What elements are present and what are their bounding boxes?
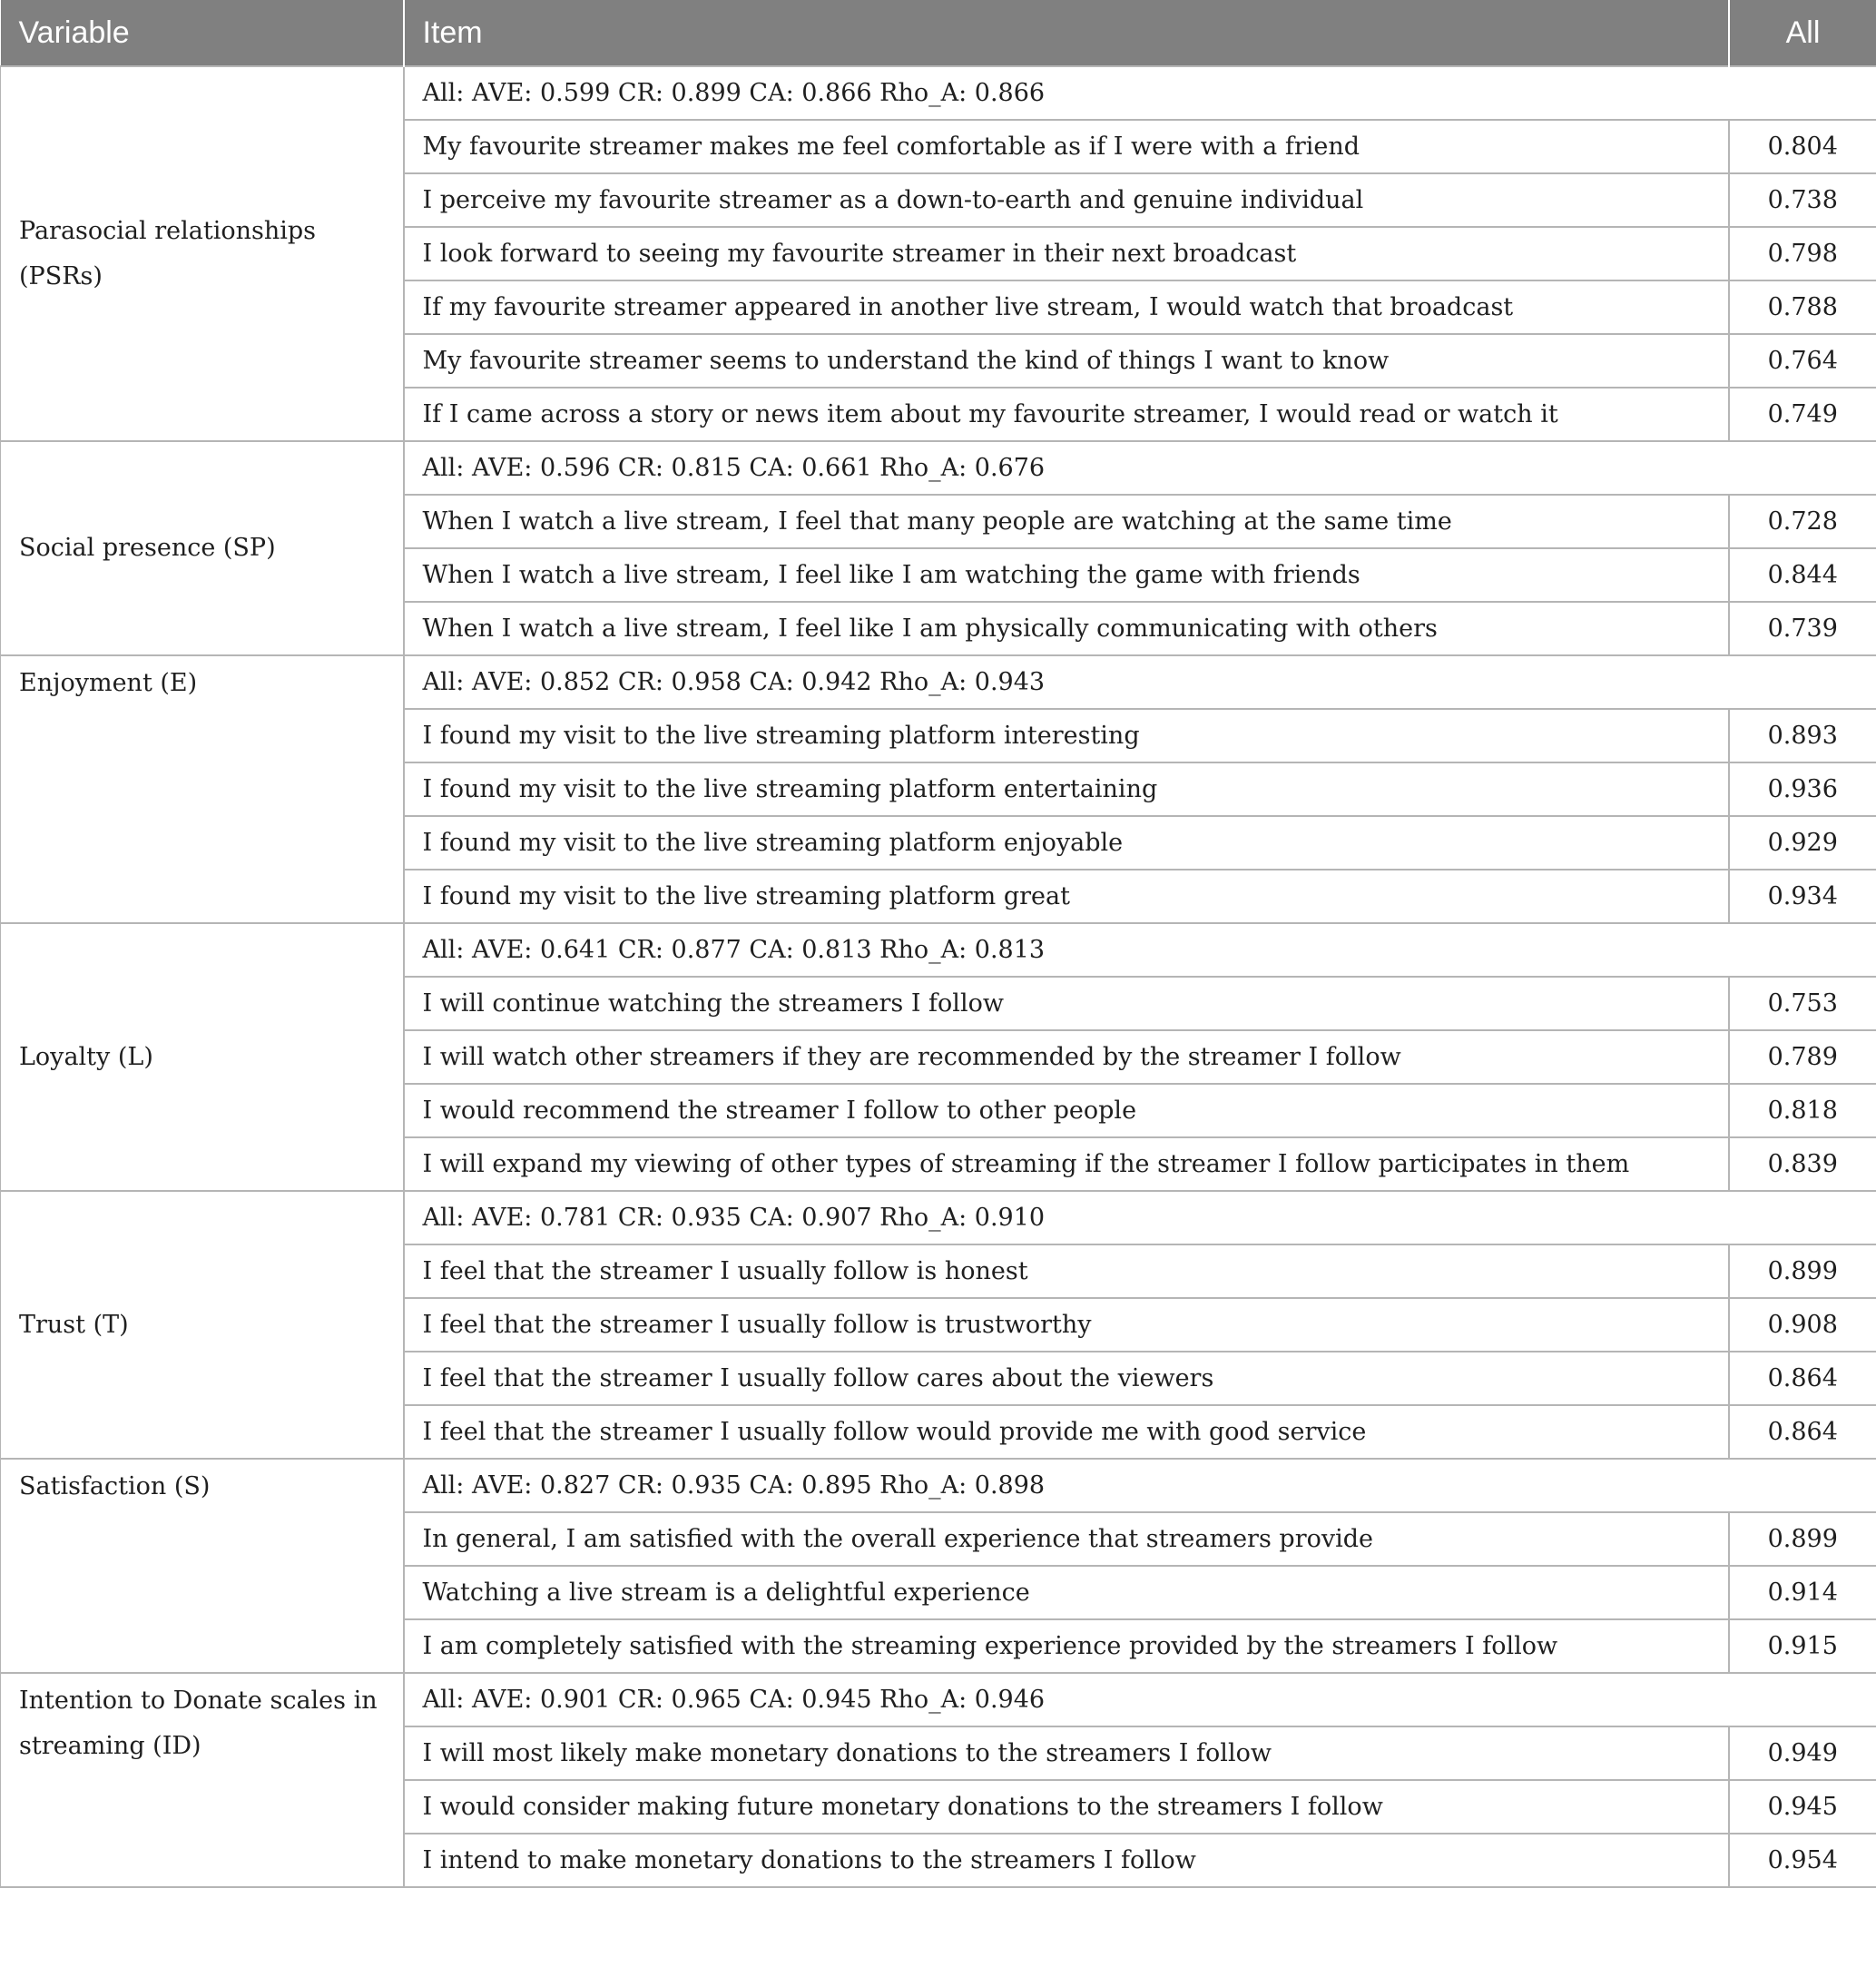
group-stats-row bbox=[1, 1191, 1876, 1244]
loading-value-cell: 0.804 bbox=[1729, 120, 1876, 173]
item-text-cell: I feel that the streamer I usually follow is trustworthy bbox=[404, 1298, 1729, 1352]
loading-value-cell: 0.934 bbox=[1729, 870, 1876, 923]
item-text-cell: I am completely satisfied with the streaming experience provided by the streamers I follow bbox=[404, 1619, 1729, 1673]
header-all: All bbox=[1729, 0, 1876, 66]
item-text-cell: I feel that the streamer I usually follow is honest bbox=[404, 1244, 1729, 1298]
item-text-cell: When I watch a live stream, I feel like I am physically communicating with others bbox=[404, 602, 1729, 655]
loading-value-cell: 0.864 bbox=[1729, 1352, 1876, 1405]
group-stats-row bbox=[1, 441, 1876, 495]
item-text-cell: I will most likely make monetary donations to the streamers I follow bbox=[404, 1726, 1729, 1780]
loading-value-cell: 0.753 bbox=[1729, 977, 1876, 1030]
group-stats-cell: All: AVE: 0.827 CR: 0.935 CA: 0.895 Rho_A: 0.898 bbox=[404, 1459, 1876, 1512]
loading-value-cell: 0.893 bbox=[1729, 709, 1876, 762]
loading-value-cell: 0.899 bbox=[1729, 1512, 1876, 1566]
group-stats-cell: All: AVE: 0.641 CR: 0.877 CA: 0.813 Rho_A: 0.813 bbox=[404, 923, 1876, 977]
variable-cell: Satisfaction (S) bbox=[1, 1459, 404, 1673]
header-variable: Variable bbox=[1, 0, 404, 66]
loading-value-cell: 0.954 bbox=[1729, 1834, 1876, 1887]
group-stats-row bbox=[1, 1673, 1876, 1726]
group-stats-row bbox=[1, 655, 1876, 709]
loading-value-cell: 0.839 bbox=[1729, 1137, 1876, 1191]
variable-cell: Social presence (SP) bbox=[1, 441, 404, 655]
variable-cell: Loyalty (L) bbox=[1, 923, 404, 1191]
group-stats-cell: All: AVE: 0.852 CR: 0.958 CA: 0.942 Rho_A: 0.943 bbox=[404, 655, 1876, 709]
variable-cell: Parasocial relationships (PSRs) bbox=[1, 66, 404, 441]
group-stats-cell: All: AVE: 0.599 CR: 0.899 CA: 0.866 Rho_A: 0.866 bbox=[404, 66, 1876, 120]
group-stats-row bbox=[1, 1459, 1876, 1512]
item-text-cell: I found my visit to the live streaming platform entertaining bbox=[404, 762, 1729, 816]
loading-value-cell: 0.899 bbox=[1729, 1244, 1876, 1298]
table-header bbox=[1, 0, 1876, 66]
item-text-cell: I would consider making future monetary donations to the streamers I follow bbox=[404, 1780, 1729, 1834]
item-text-cell: In general, I am satisfied with the overall experience that streamers provide bbox=[404, 1512, 1729, 1566]
loading-value-cell: 0.818 bbox=[1729, 1084, 1876, 1137]
item-text-cell: I feel that the streamer I usually follow would provide me with good service bbox=[404, 1405, 1729, 1459]
loading-value-cell: 0.739 bbox=[1729, 602, 1876, 655]
item-text-cell: If I came across a story or news item about my favourite streamer, I would read or watch it bbox=[404, 388, 1729, 441]
item-text-cell: I perceive my favourite streamer as a down-to-earth and genuine individual bbox=[404, 173, 1729, 227]
loading-value-cell: 0.844 bbox=[1729, 548, 1876, 602]
item-text-cell: Watching a live stream is a delightful experience bbox=[404, 1566, 1729, 1619]
group-stats-cell: All: AVE: 0.781 CR: 0.935 CA: 0.907 Rho_A: 0.910 bbox=[404, 1191, 1876, 1244]
item-text-cell: I intend to make monetary donations to the streamers I follow bbox=[404, 1834, 1729, 1887]
variable-cell: Enjoyment (E) bbox=[1, 655, 404, 923]
loading-value-cell: 0.749 bbox=[1729, 388, 1876, 441]
item-text-cell: When I watch a live stream, I feel like I am watching the game with friends bbox=[404, 548, 1729, 602]
loading-value-cell: 0.936 bbox=[1729, 762, 1876, 816]
loading-value-cell: 0.864 bbox=[1729, 1405, 1876, 1459]
group-stats-row bbox=[1, 923, 1876, 977]
group-stats-cell: All: AVE: 0.596 CR: 0.815 CA: 0.661 Rho_A: 0.676 bbox=[404, 441, 1876, 495]
group-stats-row bbox=[1, 66, 1876, 120]
loading-value-cell: 0.764 bbox=[1729, 334, 1876, 388]
item-text-cell: My favourite streamer makes me feel comfortable as if I were with a friend bbox=[404, 120, 1729, 173]
item-text-cell: I feel that the streamer I usually follow cares about the viewers bbox=[404, 1352, 1729, 1405]
item-text-cell: I will continue watching the streamers I follow bbox=[404, 977, 1729, 1030]
item-text-cell: I look forward to seeing my favourite streamer in their next broadcast bbox=[404, 227, 1729, 280]
loading-value-cell: 0.788 bbox=[1729, 280, 1876, 334]
group-stats-cell: All: AVE: 0.901 CR: 0.965 CA: 0.945 Rho_A: 0.946 bbox=[404, 1673, 1876, 1726]
loading-value-cell: 0.929 bbox=[1729, 816, 1876, 870]
header-row bbox=[1, 0, 1876, 66]
header-item: Item bbox=[404, 0, 1729, 66]
item-text-cell: I found my visit to the live streaming platform enjoyable bbox=[404, 816, 1729, 870]
item-text-cell: My favourite streamer seems to understand the kind of things I want to know bbox=[404, 334, 1729, 388]
loading-value-cell: 0.738 bbox=[1729, 173, 1876, 227]
loading-value-cell: 0.915 bbox=[1729, 1619, 1876, 1673]
loading-value-cell: 0.798 bbox=[1729, 227, 1876, 280]
item-text-cell: I will expand my viewing of other types of streaming if the streamer I follow participates in them bbox=[404, 1137, 1729, 1191]
variable-cell: Trust (T) bbox=[1, 1191, 404, 1459]
table-body bbox=[1, 66, 1876, 1887]
item-text-cell: If my favourite streamer appeared in another live stream, I would watch that broadcast bbox=[404, 280, 1729, 334]
item-text-cell: I would recommend the streamer I follow to other people bbox=[404, 1084, 1729, 1137]
loading-value-cell: 0.945 bbox=[1729, 1780, 1876, 1834]
loading-value-cell: 0.949 bbox=[1729, 1726, 1876, 1780]
item-text-cell: I found my visit to the live streaming platform interesting bbox=[404, 709, 1729, 762]
loading-value-cell: 0.728 bbox=[1729, 495, 1876, 548]
item-text-cell: When I watch a live stream, I feel that many people are watching at the same time bbox=[404, 495, 1729, 548]
loading-value-cell: 0.908 bbox=[1729, 1298, 1876, 1352]
loading-value-cell: 0.914 bbox=[1729, 1566, 1876, 1619]
item-text-cell: I found my visit to the live streaming platform great bbox=[404, 870, 1729, 923]
variable-cell: Intention to Donate scales in streaming (ID) bbox=[1, 1673, 404, 1887]
loading-value-cell: 0.789 bbox=[1729, 1030, 1876, 1084]
item-text-cell: I will watch other streamers if they are recommended by the streamer I follow bbox=[404, 1030, 1729, 1084]
